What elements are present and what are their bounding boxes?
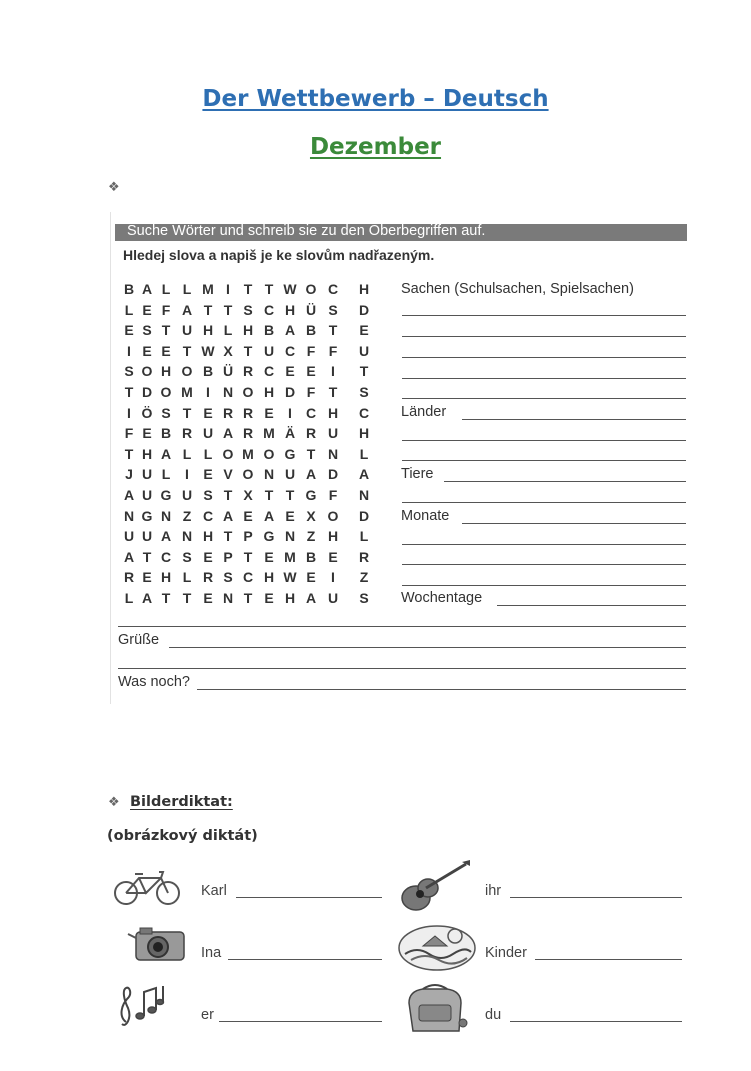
answer-line[interactable] (118, 626, 686, 627)
camera-icon (126, 926, 188, 964)
answer-line[interactable] (402, 460, 686, 461)
instruction-bar (115, 224, 687, 241)
grid-letter: T (285, 487, 295, 503)
grid-letter: L (182, 569, 192, 586)
grid-letter: W (201, 342, 215, 359)
grid-letter: A (305, 590, 317, 606)
grid-letter: T (243, 548, 253, 565)
wordsearch-panel (110, 212, 693, 704)
grid-letter: N (327, 445, 339, 462)
grid-letter: V (223, 466, 233, 483)
grid-letter: E (142, 569, 152, 586)
grid-letter: L (359, 445, 369, 462)
grid-letter: G (284, 445, 296, 462)
grid-letter: E (264, 548, 274, 565)
grid-letter: U (181, 322, 193, 339)
grid-letter: L (223, 322, 233, 339)
grid-letter: U (284, 466, 296, 483)
grid-letter: N (263, 466, 275, 483)
grid-letter: D (284, 384, 296, 400)
grid-letter: M (202, 281, 214, 297)
category-tiere: Tiere (401, 466, 434, 482)
grid-letter: T (124, 445, 134, 462)
instruction-german: Suche Wörter und schreib sie zu den Oberbegriffen auf. (127, 223, 486, 239)
grid-letter: T (243, 342, 253, 359)
answer-line[interactable] (462, 419, 686, 420)
bilderdiktat-subheading: (obrázkový diktát) (107, 828, 258, 844)
grid-letter: E (306, 363, 316, 380)
grid-letter: F (328, 342, 338, 359)
answer-line[interactable] (402, 440, 686, 441)
grid-letter: R (242, 363, 254, 380)
answer-line[interactable] (402, 315, 686, 316)
grid-letter: Ü (222, 363, 234, 380)
grid-letter: I (185, 466, 189, 483)
grid-letter: S (328, 301, 338, 318)
grid-letter: L (124, 301, 134, 318)
grid-letter: G (141, 507, 153, 524)
grid-letter: X (243, 487, 253, 503)
grid-letter: C (305, 404, 317, 421)
grid-letter: E (243, 507, 253, 524)
answer-line[interactable] (510, 897, 682, 898)
grid-letter: M (284, 548, 296, 565)
diktat-label-du: du (485, 1007, 502, 1023)
grid-letter: H (263, 384, 275, 400)
grid-letter: L (161, 466, 171, 483)
grid-letter: L (182, 445, 192, 462)
diktat-label-karl: Karl (201, 883, 227, 899)
grid-letter: U (123, 528, 135, 545)
answer-line[interactable] (118, 668, 686, 669)
grid-letter: C (202, 507, 214, 524)
grid-letter: T (264, 487, 274, 503)
grid-letter: U (327, 590, 339, 606)
answer-line[interactable] (462, 523, 686, 524)
grid-letter: S (142, 322, 152, 339)
answer-line[interactable] (402, 398, 686, 399)
grid-letter: T (359, 363, 369, 380)
grid-letter: S (359, 384, 369, 400)
grid-letter: R (123, 569, 135, 586)
grid-letter: D (358, 507, 370, 524)
grid-letter: A (160, 528, 172, 545)
grid-letter: R (222, 404, 234, 421)
grid-letter: T (264, 281, 274, 297)
grid-letter: U (141, 466, 153, 483)
grid-letter: E (328, 548, 338, 565)
diamond-bullet-icon: ❖ (108, 180, 120, 195)
grid-letter: T (328, 384, 338, 400)
grid-letter: J (125, 466, 133, 483)
grid-letter: I (206, 384, 210, 400)
grid-letter: F (328, 487, 338, 503)
grid-letter: E (124, 322, 134, 339)
bilderdiktat-heading: Bilderdiktat: (130, 794, 233, 810)
grid-letter: T (223, 528, 233, 545)
grid-letter: A (358, 466, 370, 483)
grid-letter: U (263, 342, 275, 359)
grid-letter: F (161, 301, 171, 318)
grid-letter: O (141, 363, 153, 380)
guitar-icon (398, 858, 474, 914)
grid-letter: H (284, 301, 296, 318)
grid-letter: R (202, 569, 214, 586)
diktat-label-kinder: Kinder (485, 945, 527, 961)
grid-letter: T (243, 590, 253, 606)
grid-letter: T (182, 404, 192, 421)
grid-letter: E (203, 590, 213, 606)
grid-letter: I (288, 404, 292, 421)
grid-letter: X (306, 507, 316, 524)
grid-letter: Ä (284, 425, 296, 442)
grid-letter: L (161, 281, 171, 297)
grid-letter: Ö (141, 404, 153, 421)
grid-letter: U (141, 528, 153, 545)
grid-letter: S (203, 487, 213, 503)
grid-letter: H (358, 425, 370, 442)
grid-letter: U (141, 487, 153, 503)
grid-letter: E (161, 342, 171, 359)
grid-letter: O (160, 384, 172, 400)
diamond-bullet-icon: ❖ (108, 795, 120, 810)
grid-letter: E (203, 404, 213, 421)
grid-letter: U (358, 342, 370, 359)
grid-letter: N (222, 590, 234, 606)
grid-letter: Z (306, 528, 316, 545)
grid-letter: O (327, 507, 339, 524)
grid-letter: H (327, 528, 339, 545)
grid-letter: E (142, 342, 152, 359)
beach-icon (397, 922, 477, 972)
answer-line[interactable] (402, 544, 686, 545)
grid-letter: N (181, 528, 193, 545)
answer-line[interactable] (402, 564, 686, 565)
grid-letter: A (222, 425, 234, 442)
grid-letter: A (222, 507, 234, 524)
grid-letter: F (124, 425, 134, 442)
grid-letter: C (242, 569, 254, 586)
grid-letter: F (306, 342, 316, 359)
music-notes-icon (116, 982, 166, 1032)
grid-letter: B (202, 363, 214, 380)
grid-letter: E (203, 466, 213, 483)
gruesse-label: Grüße (118, 632, 160, 648)
instruction-czech: Hledej slova a napiš je ke slovům nadřazeným. (123, 247, 435, 263)
backpack-icon (403, 983, 469, 1035)
grid-letter: A (305, 466, 317, 483)
grid-letter: H (141, 445, 153, 462)
grid-letter: M (263, 425, 275, 442)
grid-letter: N (284, 528, 296, 545)
answer-line[interactable] (219, 1021, 382, 1022)
grid-letter: S (223, 569, 233, 586)
grid-letter: N (358, 487, 370, 503)
grid-letter: O (305, 281, 317, 297)
answer-line[interactable] (402, 585, 686, 586)
grid-letter: C (263, 363, 275, 380)
grid-letter: N (160, 507, 172, 524)
grid-letter: T (142, 548, 152, 565)
grid-letter: T (223, 301, 233, 318)
answer-line[interactable] (402, 378, 686, 379)
grid-letter: C (160, 548, 172, 565)
grid-letter: I (331, 569, 335, 586)
answer-line[interactable] (510, 1021, 682, 1022)
page-title: Der Wettbewerb – Deutsch (202, 86, 549, 112)
grid-letter: A (284, 322, 296, 339)
grid-letter: E (359, 322, 369, 339)
grid-letter: T (223, 487, 233, 503)
grid-letter: H (202, 528, 214, 545)
answer-line[interactable] (236, 897, 382, 898)
grid-letter: D (141, 384, 153, 400)
grid-letter: R (181, 425, 193, 442)
category-monate: Monate (401, 508, 450, 524)
grid-letter: H (202, 322, 214, 339)
grid-letter: S (359, 590, 369, 606)
grid-letter: Z (182, 507, 192, 524)
diktat-label-ihr: ihr (485, 883, 502, 899)
grid-letter: A (141, 281, 153, 297)
grid-letter: I (331, 363, 335, 380)
grid-letter: M (181, 384, 193, 400)
answer-line[interactable] (402, 336, 686, 337)
grid-letter: B (263, 322, 275, 339)
grid-letter: A (160, 445, 172, 462)
grid-letter: L (359, 528, 369, 545)
grid-letter: W (283, 569, 297, 586)
grid-letter: L (182, 281, 192, 297)
grid-letter: R (358, 548, 370, 565)
grid-letter: E (264, 590, 274, 606)
grid-letter: P (223, 548, 233, 565)
grid-letter: B (160, 425, 172, 442)
grid-letter: S (182, 548, 192, 565)
grid-letter: H (242, 322, 254, 339)
grid-letter: H (327, 404, 339, 421)
answer-line[interactable] (169, 647, 686, 648)
grid-letter: O (242, 384, 254, 400)
grid-letter: H (160, 569, 172, 586)
grid-letter: A (141, 590, 153, 606)
grid-letter: C (358, 404, 370, 421)
page-subtitle: Dezember (309, 134, 442, 160)
grid-letter: A (123, 487, 135, 503)
grid-letter: U (327, 425, 339, 442)
grid-letter: W (283, 281, 297, 297)
grid-letter: E (264, 404, 274, 421)
grid-letter: H (263, 569, 275, 586)
grid-letter: N (222, 384, 234, 400)
grid-letter: T (161, 322, 171, 339)
grid-letter: U (181, 487, 193, 503)
answer-line[interactable] (402, 357, 686, 358)
grid-letter: A (123, 548, 135, 565)
grid-letter: C (263, 301, 275, 318)
grid-letter: G (160, 487, 172, 503)
grid-letter: T (182, 590, 192, 606)
grid-letter: O (181, 363, 193, 380)
answer-line[interactable] (497, 605, 686, 606)
grid-letter: O (242, 466, 254, 483)
grid-letter: L (203, 445, 213, 462)
grid-letter: N (123, 507, 135, 524)
grid-letter: D (327, 466, 339, 483)
grid-letter: P (243, 528, 253, 545)
grid-letter: H (284, 590, 296, 606)
grid-letter: E (142, 425, 152, 442)
diktat-label-ina: Ina (201, 945, 222, 961)
category-wochentage: Wochentage (401, 590, 483, 606)
grid-letter: L (124, 590, 134, 606)
grid-letter: H (358, 281, 370, 297)
grid-letter: C (327, 281, 339, 297)
grid-letter: B (305, 548, 317, 565)
grid-letter: S (124, 363, 134, 380)
grid-letter: T (243, 281, 253, 297)
grid-letter: X (223, 342, 233, 359)
answer-line[interactable] (197, 689, 686, 690)
category-laender: Länder (401, 404, 447, 420)
grid-letter: Ü (305, 301, 317, 318)
grid-letter: T (328, 322, 338, 339)
grid-letter: O (263, 445, 275, 462)
answer-line[interactable] (402, 502, 686, 503)
grid-letter: T (161, 590, 171, 606)
grid-letter: R (305, 425, 317, 442)
grid-letter: E (285, 507, 295, 524)
grid-letter: T (182, 342, 192, 359)
grid-letter: R (242, 425, 254, 442)
grid-letter: C (284, 342, 296, 359)
grid-letter: D (358, 301, 370, 318)
grid-letter: S (161, 404, 171, 421)
grid-letter: F (306, 384, 316, 400)
was-noch-label: Was noch? (118, 674, 190, 690)
grid-letter: T (306, 445, 316, 462)
diktat-label-er: er (201, 1007, 214, 1023)
grid-letter: B (305, 322, 317, 339)
bicycle-icon (113, 866, 181, 908)
category-sachen: Sachen (Schulsachen, Spielsachen) (401, 281, 634, 297)
grid-letter: E (203, 548, 213, 565)
answer-line[interactable] (228, 959, 382, 960)
grid-letter: I (127, 404, 131, 421)
answer-line[interactable] (535, 959, 682, 960)
grid-letter: U (202, 425, 214, 442)
grid-letter: G (305, 487, 317, 503)
grid-letter: A (181, 301, 193, 318)
grid-letter: E (142, 301, 152, 318)
grid-letter: E (306, 569, 316, 586)
grid-letter: M (242, 445, 254, 462)
grid-letter: T (124, 384, 134, 400)
grid-letter: R (242, 404, 254, 421)
grid-letter: O (222, 445, 234, 462)
grid-letter: Z (359, 569, 369, 586)
grid-letter: E (285, 363, 295, 380)
grid-letter: A (263, 507, 275, 524)
answer-line[interactable] (444, 481, 686, 482)
grid-letter: G (263, 528, 275, 545)
grid-letter: I (226, 281, 230, 297)
grid-letter: H (160, 363, 172, 380)
grid-letter: B (123, 281, 135, 297)
grid-letter: S (243, 301, 253, 318)
grid-letter: I (127, 342, 131, 359)
grid-letter: T (203, 301, 213, 318)
